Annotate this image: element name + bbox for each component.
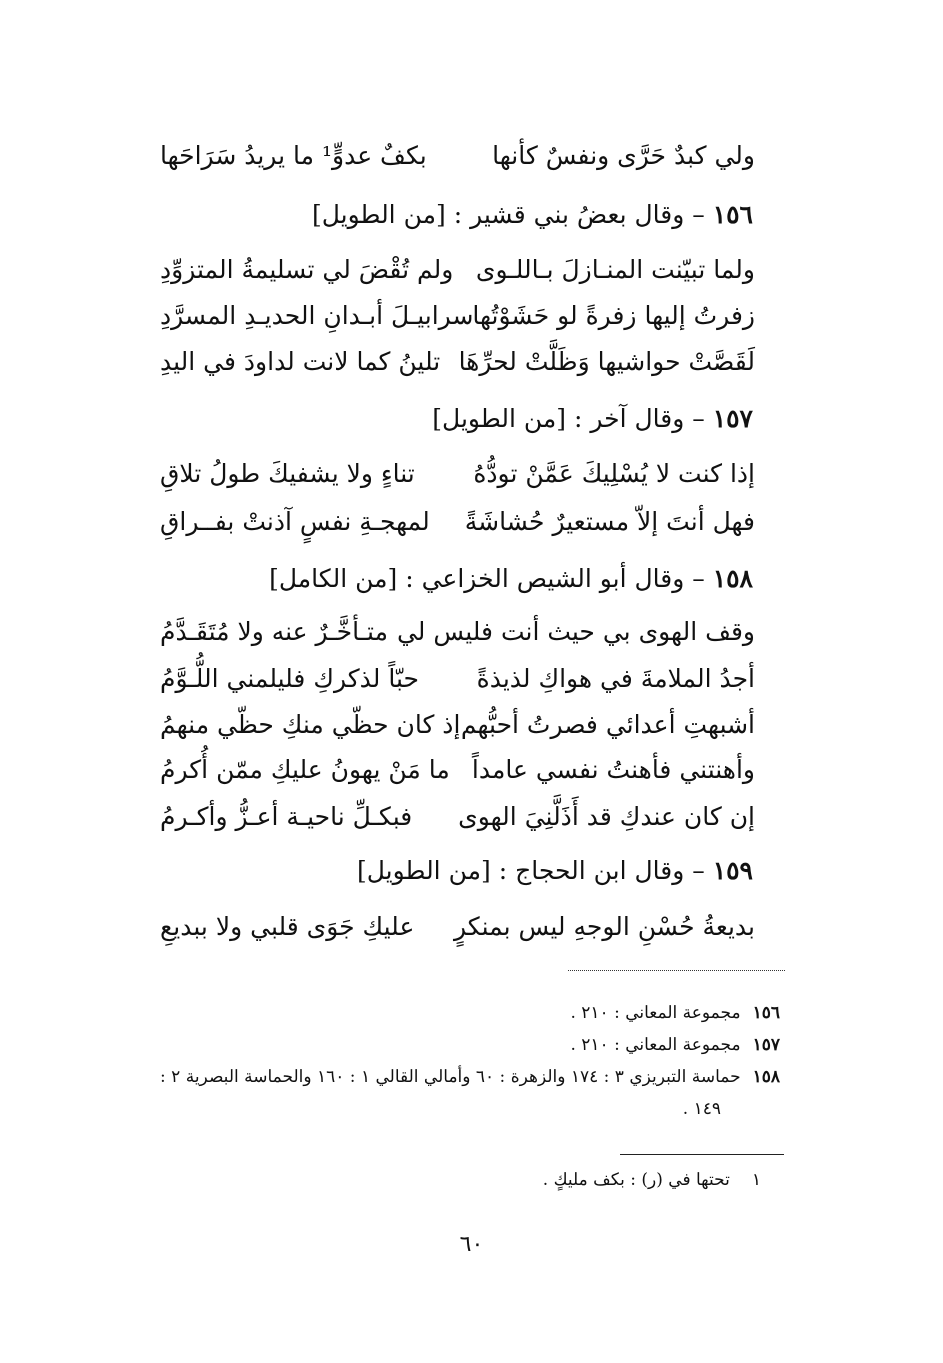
poem-intro: – وقال ابن الحجاج : [من الطويل] (357, 856, 705, 885)
verse-second-hemistich: عليكِ جَوَى قلبي ولا ببديعِ (160, 912, 415, 941)
verse-first-hemistich: ولي كبدٌ حَرَّى ونفسٌ كأنها (492, 141, 755, 170)
footnote-number: ١ (751, 1170, 761, 1190)
poem-heading-157 (432, 397, 753, 441)
verse-line (160, 340, 755, 384)
verse-first-hemistich: إن كان عندكِ قد أَذَلَّنِيَ الهوى (458, 802, 755, 831)
poem-number: ١٥٦ (712, 200, 753, 229)
verse-first-hemistich: أشبهتِ أعدائي فصرتُ أحبُّهم (460, 710, 755, 739)
verse-line (160, 905, 755, 949)
verse-second-hemistich: لمهجـةِ نفسٍ آذنتْ بفــراقِ (160, 507, 430, 536)
verse-line (160, 500, 755, 544)
source-note-156 (110, 998, 780, 1028)
verse-first-hemistich: ولما تبيّنت المنـازلَ بـاللـوى (475, 255, 755, 284)
source-note-158-continued (110, 1094, 721, 1124)
source-text-continued: ١٤٩ . (682, 1099, 721, 1119)
verse-second-hemistich: تلينُ كما لانت لداودَ في اليدِ (160, 347, 441, 376)
verse-second-hemistich: تناءٍ ولا يشفيكَ طولُ تلاقِ (160, 459, 415, 488)
source-number: ١٥٦ (752, 1003, 780, 1023)
source-note-158 (110, 1062, 780, 1092)
page-number: ٦٠ (459, 1232, 484, 1257)
poem-number: ١٥٩ (712, 856, 753, 885)
source-number: ١٥٨ (752, 1067, 780, 1087)
sources-divider (568, 970, 785, 971)
verse-first-hemistich: أجدُ الملامةَ في هواكِ لذيذةً (476, 664, 755, 693)
verse-line (160, 657, 755, 701)
verse-second-hemistich: حبّاً لذكركِ فليلمني اللُّـوَّمُ (160, 664, 419, 693)
verse-second-hemistich: بكفٌ عدوٍّ¹ ما يريدُ سَرَاحَها (160, 141, 427, 170)
verse-first-hemistich: وأهنتني فأهنتُ نفسي عامداً (471, 755, 755, 784)
verse-second-hemistich: ما مَنْ يهونُ عليكِ ممّن أُكرمُ (160, 755, 450, 784)
source-number: ١٥٧ (752, 1035, 780, 1055)
verse-second-hemistich: متـأخَّـرٌ عنه ولا مُتَقَـدَّمُ (160, 617, 388, 646)
verse-second-hemistich: إذ كان حظّي منكِ حظّي منهمُ (160, 710, 461, 739)
verse-line (160, 294, 755, 338)
source-note-157 (110, 1030, 780, 1060)
verse-first-hemistich: وقف الهوى بي حيث أنت فليس لي (396, 617, 755, 646)
verse-first-hemistich: بديعةُ حُسْنِ الوجهِ ليس بمنكرٍ (453, 912, 755, 941)
poem-heading-156 (312, 193, 753, 237)
footnote-divider (620, 1154, 784, 1155)
poem-intro: – وقال أبو الشيص الخزاعي : [من الكامل] (269, 564, 705, 593)
verse-first-hemistich: لَقَصَّتْ حواشيها وَظَلَّتْ لحرِّهَا (458, 347, 755, 376)
footnote (543, 1165, 761, 1195)
verse-first-hemistich: زفرتُ إليها زفرةً لو حَشَوْتُها (472, 301, 755, 330)
verse-second-hemistich: ولم تُقْضَ لي تسليمةُ المتزوِّدِ (160, 255, 454, 284)
poem-intro: – وقال بعضُ بني قشير : [من الطويل] (312, 200, 705, 229)
source-text: حماسة التبريزي ٣ : ١٧٤ والزهرة : ٦٠ وأمالي القالي ١ : ١٦٠ والحماسة البصرية ٢ : (160, 1067, 741, 1087)
verse-second-hemistich: فبكـلِّ ناحيـة أعـزُّ وأكـرمُ (160, 802, 413, 831)
verse-line (160, 452, 755, 496)
poem-heading-158 (269, 557, 753, 601)
verse-line (160, 134, 755, 178)
verse-line (160, 610, 755, 654)
verse-line (160, 748, 755, 792)
verse-line (160, 703, 755, 747)
source-text: مجموعة المعاني : ٢١٠ . (570, 1035, 741, 1055)
verse-second-hemistich: سرابيـلَ أبـدانِ الحديـدِ المسرَّدِ (160, 301, 474, 330)
verse-first-hemistich: فهل أنتَ إلاّ مستعيرٌ حُشاشَةً (464, 507, 755, 536)
poem-number: ١٥٨ (712, 564, 753, 593)
footnote-text: تحتها في (ر) : بكف مليكٍ . (542, 1170, 730, 1190)
source-text: مجموعة المعاني : ٢١٠ . (570, 1003, 741, 1023)
verse-line (160, 248, 755, 292)
verse-line (160, 795, 755, 839)
verse-first-hemistich: إذا كنت لا يُسْلِيكَ عَمَّنْ تودُّهُ (473, 459, 755, 488)
poem-heading-159 (357, 849, 753, 893)
poem-intro: – وقال آخر : [من الطويل] (432, 404, 705, 433)
poem-number: ١٥٧ (712, 404, 753, 433)
